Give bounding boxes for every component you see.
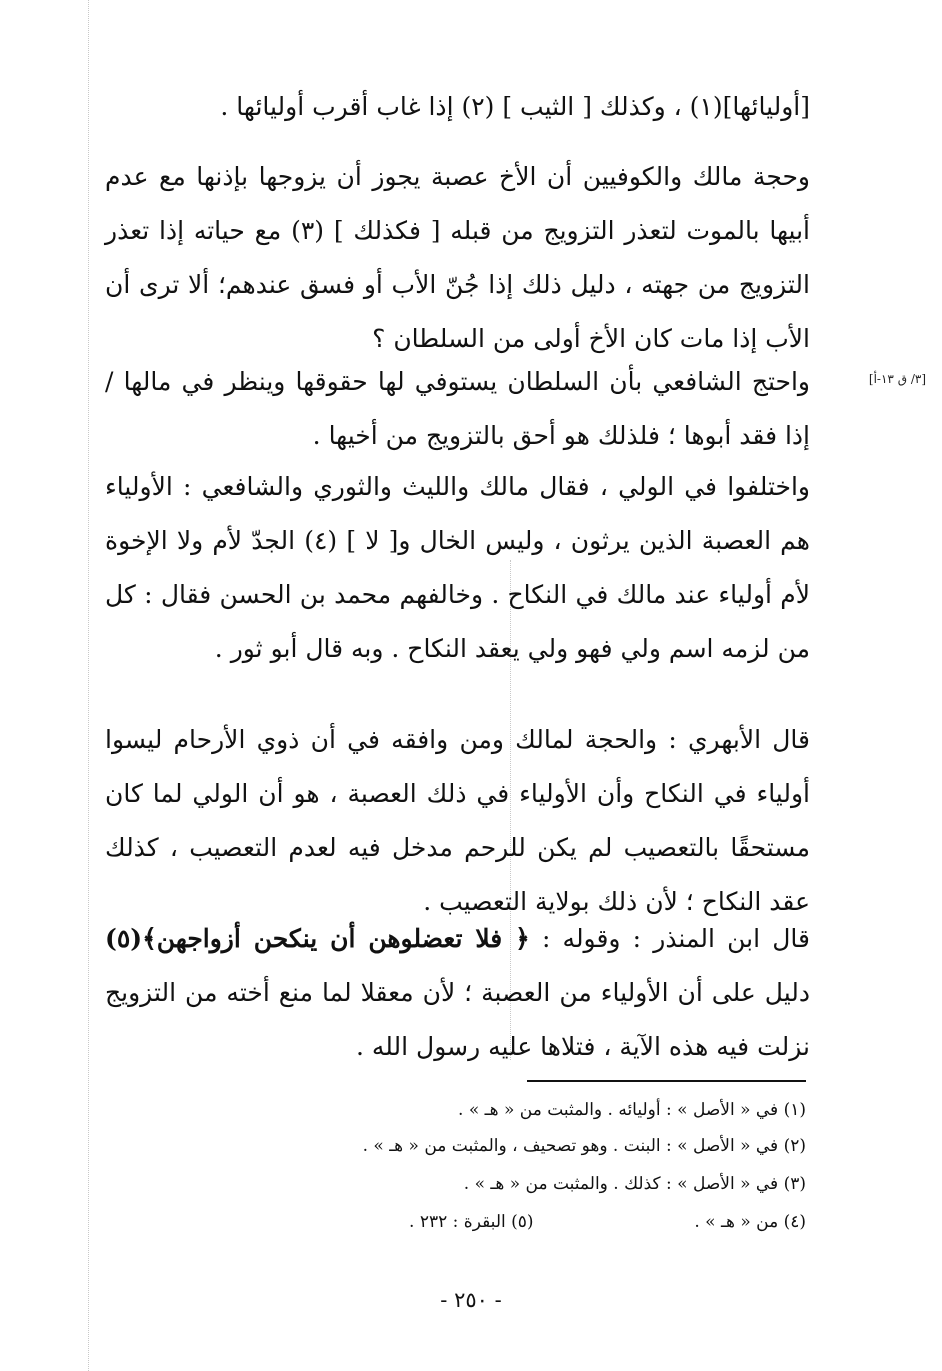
footnote-divider bbox=[527, 1080, 806, 1082]
footnote-4-text: (٤) من « هـ » . bbox=[694, 1212, 806, 1232]
paragraph-text: واختلفوا في الولي ، فقال مالك والليث والثوري والشافعي : الأولياء هم العصبة الذين يرثون ، وليس الخال و[ لا ] (٤) الجدّ لأم ولا الإخوة لأم أولياء عند مالك في النكاح . وخالفهم محمد بن الحسن فقال : كل من لزمه اسم ولي فهو ولي يعقد النكاح . وبه قال أبو ثور . bbox=[105, 472, 810, 663]
footnote-4 bbox=[250, 1210, 806, 1234]
margin-folio-note: [٣/ ق ١٣-أ] bbox=[868, 372, 926, 386]
paragraph-text: [أوليائها](١) ، وكذلك [ الثيب ] (٢) إذا غاب أقرب أوليائها . bbox=[220, 92, 810, 121]
paragraph-3 bbox=[105, 355, 810, 463]
paragraph-text: واحتج الشافعي بأن السلطان يستوفي لها حقوقها وينظر في مالها / إذا فقد أبوها ؛ فلذلك هو أحق بالتزويج من أخيها . bbox=[105, 367, 810, 450]
paragraph-continuation: دليل على أن الأولياء من العصبة ؛ لأن معقلا لما منع أخته من التزويج نزلت فيه هذه الآية ، فتلاها عليه رسول الله . bbox=[105, 978, 810, 1061]
quran-verse: ﴿ فلا تعضلوهن أن ينكحن أزواجهن﴾(٥) bbox=[105, 924, 530, 953]
footnote-3: (٣) في « الأصل » : كذلك . والمثبت من « هـ » . bbox=[463, 1174, 806, 1194]
paragraph-6 bbox=[105, 912, 810, 1074]
page-number: - ٢٥٠ - bbox=[440, 1288, 502, 1312]
paragraph-text bbox=[105, 912, 810, 1074]
paragraph-5 bbox=[105, 713, 810, 929]
scan-guide-line bbox=[88, 0, 89, 1371]
paragraph-text: وحجة مالك والكوفيين أن الأخ عصبة يجوز أن يزوجها بإذنها مع عدم أبيها بالموت لتعذر التزويج من قبله [ فكذلك ] (٣) مع حياته إذا تعذر التزويج من جهته ، دليل ذلك إذا جُنّ الأب أو فسق عندهم؛ ألا ترى أن الأب إذا مات كان الأخ أولى من السلطان ؟ bbox=[105, 162, 810, 353]
footnote-5-text: (٥) البقرة : ٢٣٢ . bbox=[409, 1212, 534, 1232]
paragraph-text: قال الأبهري : والحجة لمالك ومن وافقه في أن ذوي الأرحام ليسوا أولياء في النكاح وأن الأولياء في ذلك العصبة ، هو أن الولي لما كان مستحقًا بالتعصيب لم يكن للرحم مدخل فيه لعدم التعصيب ، كذلك عقد النكاح ؛ لأن ذلك بولاية التعصيب . bbox=[105, 725, 810, 916]
paragraph-2 bbox=[105, 150, 810, 366]
paragraph-4 bbox=[105, 460, 810, 676]
paragraph-lead: قال ابن المنذر : وقوله : bbox=[529, 924, 810, 953]
footnote-2: (٢) في « الأصل » : البنت . وهو تصحيف ، والمثبت من « هـ » . bbox=[362, 1136, 806, 1156]
paragraph-1 bbox=[105, 80, 810, 134]
footnote-1: (١) في « الأصل » : أوليائه . والمثبت من « هـ » . bbox=[458, 1100, 806, 1120]
